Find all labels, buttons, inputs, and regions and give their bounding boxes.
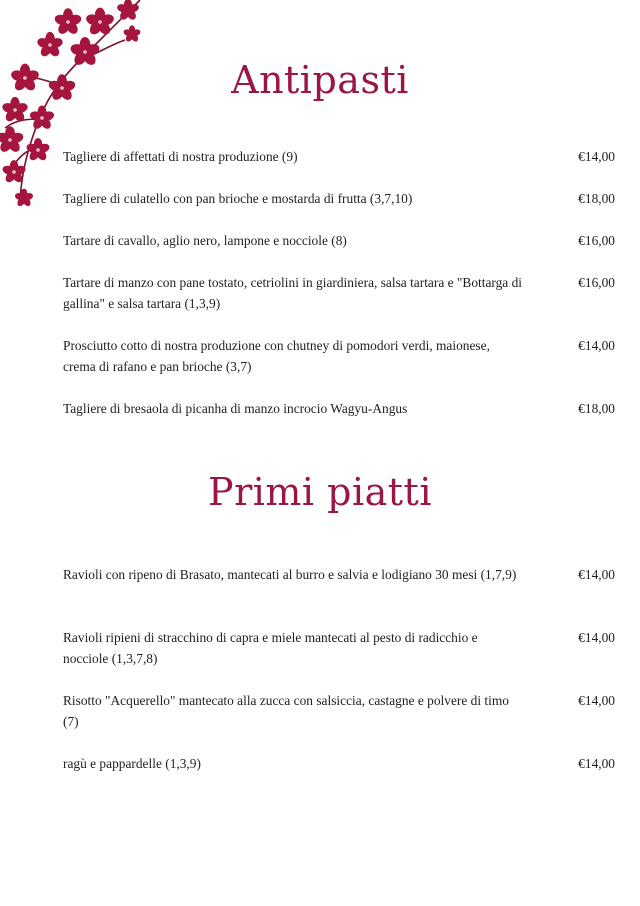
- menu-item-price: €16,00: [578, 275, 615, 290]
- menu-item-name: Tagliere di culatello con pan brioche e mostarda di frutta (3,7,10): [63, 191, 413, 206]
- menu-item-price: €14,00: [578, 693, 615, 708]
- menu-item-name: Tartare di manzo con pane tostato, cetriolini in giardiniera, salsa tartara e "Bottarga di gallina" e salsa tartara (1,3,9): [63, 275, 523, 311]
- menu-item-price: €18,00: [578, 401, 615, 416]
- menu-item-name: Risotto "Acquerello" mantecato alla zucca con salsiccia, castagne e polvere di timo (7): [63, 693, 509, 729]
- menu-item-price: €18,00: [578, 191, 615, 206]
- menu-item-price: €16,00: [578, 233, 615, 248]
- menu-item-name: Tagliere di bresaola di picanha di manzo incrocio Wagyu-Angus: [63, 401, 408, 416]
- menu-item-name: ragù e pappardelle (1,3,9): [63, 756, 201, 771]
- section-title-primi-piatti: Primi piatti: [208, 470, 432, 514]
- menu-item-price: €14,00: [578, 756, 615, 771]
- menu-item-price: €14,00: [578, 338, 615, 353]
- menu-item-name: Tartare di cavallo, aglio nero, lampone e nocciole (8): [63, 233, 347, 248]
- menu-item-price: €14,00: [578, 567, 615, 582]
- red-flowers-decoration-icon: [0, 0, 160, 215]
- menu-item-price: €14,00: [578, 149, 615, 164]
- section-title-antipasti: Antipasti: [231, 58, 409, 102]
- menu-item-price: €14,00: [578, 630, 615, 645]
- menu-item-name: Ravioli ripieni di stracchino di capra e miele mantecati al pesto di radicchio e nocciole (1,3,7,8): [63, 630, 478, 666]
- menu-item-name: Prosciutto cotto di nostra produzione con chutney di pomodori verdi, maionese, crema di rafano e pan brioche (3,7): [63, 338, 490, 374]
- menu-item-name: Tagliere di affettati di nostra produzione (9): [63, 149, 298, 164]
- menu-item-name: Ravioli con ripeno di Brasato, mantecati al burro e salvia e lodigiano 30 mesi (1,7,9): [63, 567, 517, 582]
